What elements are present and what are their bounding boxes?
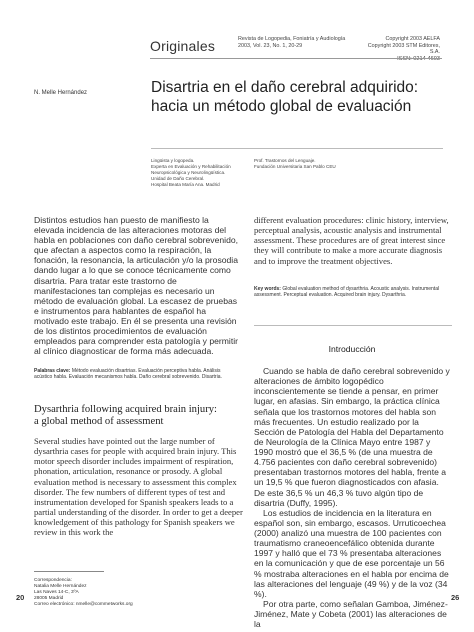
abstract-rule — [254, 325, 452, 326]
keywords-text: Global evaluation method of dysarthria. Acoustic analysis. Instrumental assessment. Perceptual evaluation. Acquired brain injury. Dysarthria. — [254, 286, 440, 299]
affiliation-line: Neuropsicológica y Neurolingüística. — [151, 170, 226, 175]
title-rule — [151, 148, 443, 149]
page-number-left: 20 — [16, 593, 25, 602]
journal-citation — [238, 36, 368, 49]
issn — [360, 56, 440, 63]
correspondence-line: Correo electrónico: nmelle@commetworks.org — [34, 602, 133, 607]
affiliation-line: Experta en Evaluación y Rehabilitación — [151, 164, 231, 169]
keywords-label: Key words: — [254, 286, 281, 292]
affiliation-line: Prof. Trastornos del Lenguaje. — [254, 158, 316, 163]
copyright-line: Copyright 2003 AELFA — [385, 36, 440, 42]
correspondence-line: Natalia Melle Hernández — [34, 584, 87, 589]
english-title-line: Dysarthria following acquired brain injury: — [34, 404, 217, 415]
affiliation-line: Lingüista y logopeda. — [151, 158, 195, 163]
abstract-spanish: Distintos estudios han puesto de manifiesto la elevada incidencia de las alteraciones motoras del habla en poblaciones con daño cerebral sobrevenido, que afectan a aspectos como la respiración, la fonación, la resonancia, la articulación y/o la prosodia dando lugar a lo que se conoce técnicamente como disartria. Para tratar este trastorno de manifestaciones tan complejas es necesario un método de evaluación global. La escasez de pruebas e instrumentos para hablantes de español ha motivado este trabajo. En él se presenta una revisión de los distintos procedimientos de evaluación empleados para comprender esta patología y permitir al clínico diagnosticar de forma más adecuada. — [34, 215, 239, 357]
title-line: hacia un método global de evaluación — [151, 98, 412, 115]
article-title — [151, 78, 441, 116]
journal-line: 2003, Vol. 23, No. 1, 20-29 — [238, 42, 303, 49]
keywords-english — [254, 286, 454, 298]
title-line: Disartria en el daño cerebral adquirido: — [151, 79, 419, 96]
keywords-spanish — [34, 368, 238, 380]
intro-body — [254, 366, 450, 629]
english-title — [34, 404, 254, 429]
affiliation-left — [151, 158, 261, 188]
footnote-rule — [34, 571, 104, 572]
abstract-english-continued: different evaluation procedures: clinic history, interview, perceptual analysis, acoustic analysis and instrumental assessment. These procedures are of great interest since they will contribute to make a more accurate diagnosis and to improve the treatment objectives. — [254, 215, 449, 266]
affiliation-right — [254, 158, 404, 170]
author-name: N. Melle Hernández — [34, 90, 88, 96]
affiliation-line: Hospital Beata María Ana. Madrid — [151, 182, 220, 187]
copyright-line: Copyright 2003 STM Editores, S.A. — [367, 42, 440, 56]
section-label: Originales — [150, 38, 216, 54]
keywords-text: Método evaluación disartrias. Evaluación perceptiva habla. Análisis acústico habla. Evaluación mecanismos habla. Daño cerebral sobrevenido. Disartria. — [34, 368, 222, 381]
intro-paragraph: Cuando se habla de daño cerebral sobrevenido y alteraciones de ámbito logopédico inconscientemente se tiende a pensar, en primer lugar, en afasias. Sin embargo, la práctica clínica señala que los trastornos motores del habla son más frecuentes. Un estudio realizado por la Sección de Patología del Habla del Departamento de Neurología de la Clínica Mayo entre 1987 y 1990 mostró que el 36,5 % (de una muestra de 4.756 pacientes con daño cerebral sobrevenido) presentaban trastornos motores del habla, frente a un 19,5 % que fueron diagnosticados con afasia. De este 36,5 % un 46,3 % tuvo algún tipo de disartria (Duffy, 1995). — [254, 366, 450, 508]
correspondence-label: Correspondencia: — [34, 578, 72, 583]
keywords-label: Palabras clave: — [34, 368, 71, 374]
abstract-english: Several studies have pointed out the large number of dysarthria cases for people with acquired brain injury. This motor speech disorder includes impairment of respiration, phonation, articulation, resonance or prosody. A global evaluation method is necessary to assessment this complex disorder. The few numbers of different types of test and instrumentation developed for Spanish speakers leads to a partial understanding of the disorder. In order to get a deeper knowledgement of this pathology for Spanish speakers we review in this work the — [34, 436, 243, 538]
page-number-right: 26 — [451, 593, 460, 602]
english-title-line: a global method of assessment — [34, 416, 164, 428]
header-rule — [150, 58, 442, 59]
correspondence-line: 28005 Madrid — [34, 596, 64, 601]
intro-paragraph: Los estudios de incidencia en la literatura en español son, sin embargo, escasos. Urruticoechea (2000) analizó una muestra de 100 pacientes con traumatismo craneoencefálico obtenida durante 1997 y halló que el 73 % presentaba alteraciones en la comunicación y que de ese porcentaje un 56 % mostraba alteraciones en el habla por encima de las alteraciones del lenguaje (49 %) y de la voz (34 %). — [254, 507, 449, 599]
intro-paragraph: Por otra parte, como señalan Gamboa, Jiménez-Jiménez, Mate y Cobeta (2001) las alteraciones de la — [254, 598, 448, 630]
affiliation-line: Unidad de Daño Cerebral. — [151, 176, 205, 181]
intro-heading: Introducción — [328, 344, 376, 354]
journal-line: Revista de Logopedia, Foniatría y Audiología — [238, 36, 346, 42]
correspondence — [34, 578, 174, 608]
affiliation-line: Fundación Universitaria San Pablo CEU — [254, 164, 336, 169]
correspondence-line: Las Naves 14-C, 3ºA — [34, 590, 79, 595]
